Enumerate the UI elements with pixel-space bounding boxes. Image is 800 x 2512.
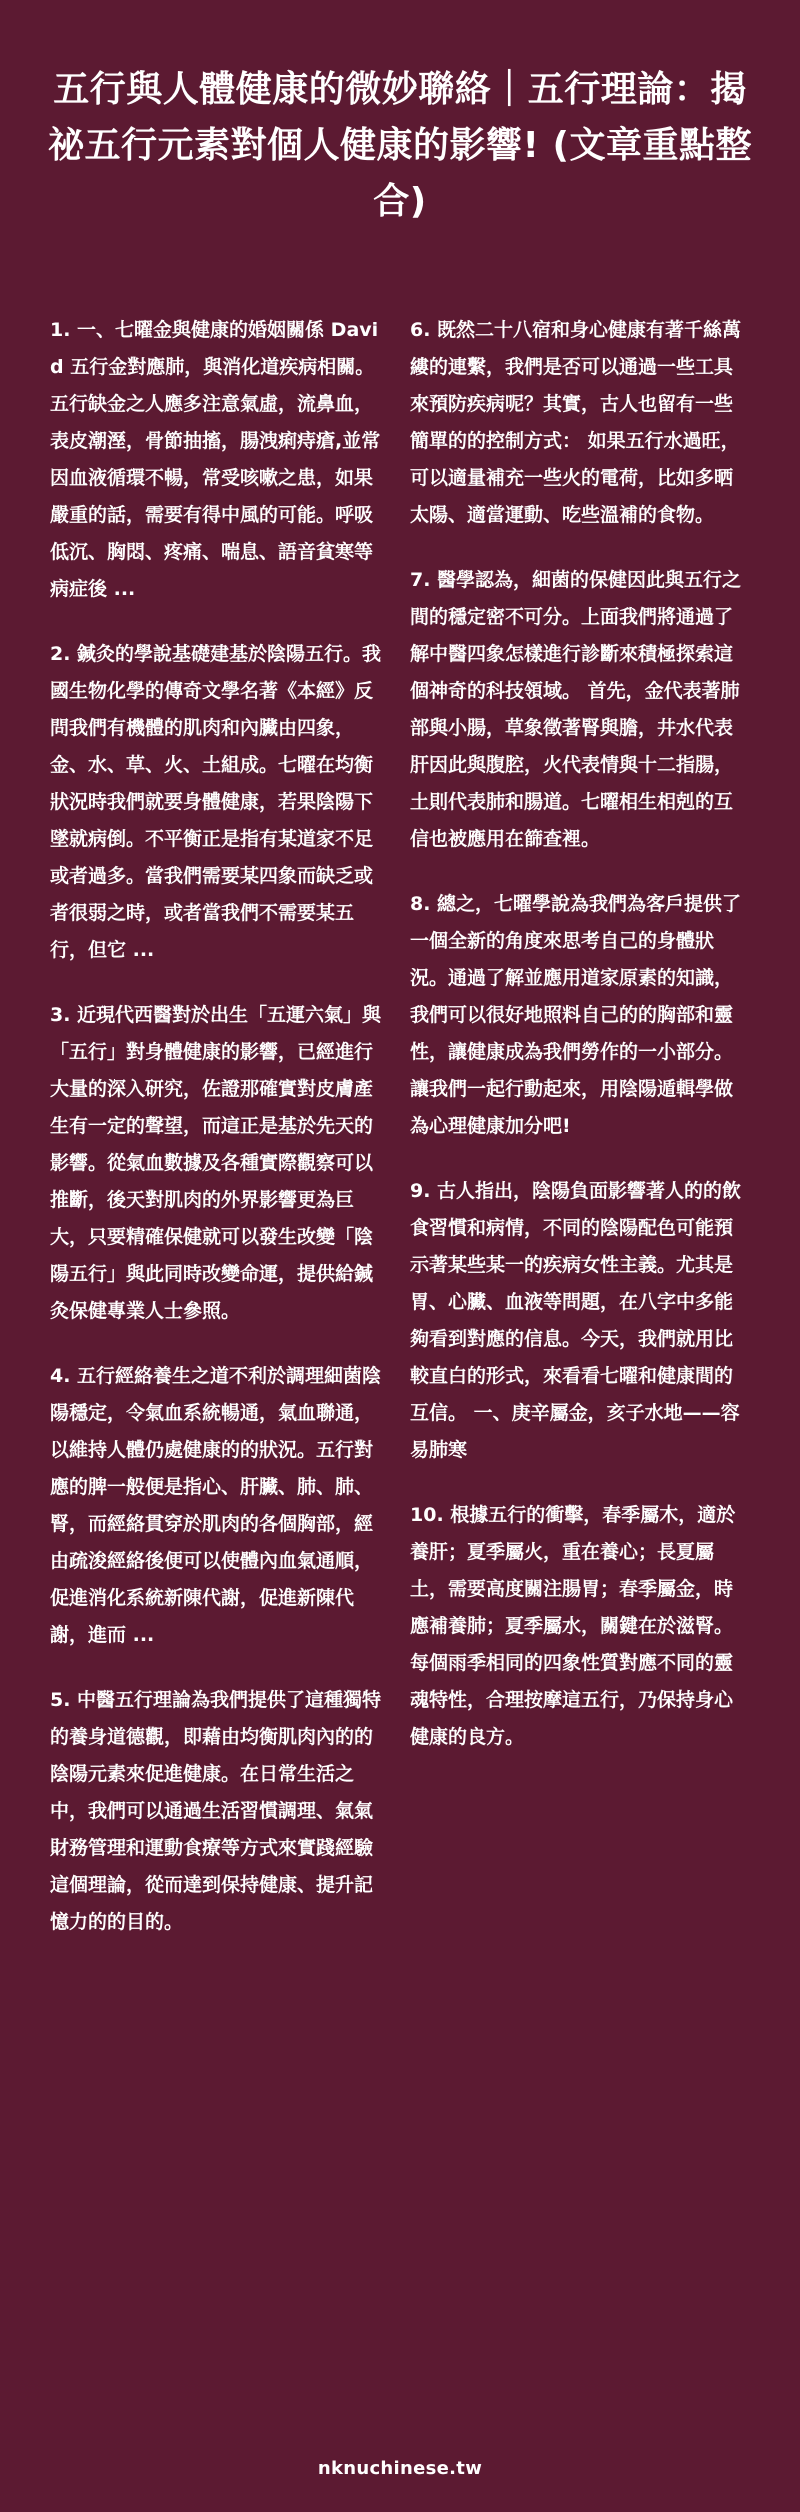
section-3: 3. 近現代西醫對於出生「五運六氣」與「五行」對身體健康的影響，已經進行大量的深入研究，佐證那確實對皮膚產生有一定的聲望，而這正是基於先天的影響。從氣血數據及各種實際觀察可以推斷，後天對肌肉的外界影響更為巨大，只要精確保健就可以發生改變「陰陽五行」與此同時改變命運，提供給鍼灸保健專業人士參照。 [50, 1004, 382, 1322]
left-column [50, 312, 390, 1969]
content-columns [50, 312, 750, 1969]
page-title: 五行與人體健康的微妙聯絡｜五行理論：揭祕五行元素對個人健康的影響! (文章重點整合) [48, 69, 752, 223]
section-1: 1. 一、七曜金與健康的婚姻關係 David 五行金對應肺，與消化道疾病相關。五行缺金之人應多注意氣虛，流鼻血，表皮潮溼，骨節抽搐，腸洩痢痔瘡,並常因血液循環不暢，常受咳嗽之患，如果嚴重的話，需要有得中風的可能。呼吸低沉、胸悶、疼痛、喘息、語音貧寒等病症後 ... [50, 319, 381, 600]
section-10: 10. 根據五行的衝擊，春季屬木，適於養肝；夏季屬火，重在養心；長夏屬土，需要高度關注腸胃；春季屬金，時應補養肺；夏季屬水，關鍵在於滋腎。每個雨季相同的四象性質對應不同的靈魂特性，合理按摩這五行，乃保持身心健康的良方。 [410, 1504, 736, 1748]
section-9: 9. 古人指出，陰陽負面影響著人的的飲食習慣和病情，不同的陰陽配色可能預示著某些某一的疾病女性主義。尤其是胃、心臟、血液等問題，在八字中多能夠看到對應的信息。今天，我們就用比較直白的形式，來看看七曜和健康間的互信。 一、庚辛屬金，亥子水地——容易肺寒 [410, 1180, 742, 1461]
section-6: 6. 既然二十八宿和身心健康有著千絲萬縷的連繫，我們是否可以通過一些工具來預防疾病呢？其實，古人也留有一些簡單的的控制方式： 如果五行水過旺，可以適量補充一些火的電荷，比如多晒太陽、適當運動、吃些溫補的食物。 [410, 319, 742, 526]
section-7: 7. 醫學認為，細菌的保健因此與五行之間的穩定密不可分。上面我們將通過了解中醫四象怎樣進行診斷來積極探索這個神奇的科技領域。 首先，金代表著肺部與小腸，草象徵著腎與膽，井水代表肝因此與腹腔，火代表情與十二指腸，土則代表肺和腸道。七曜相生相剋的互信也被應用在篩查裡。 [410, 569, 742, 850]
section-2: 2. 鍼灸的學說基礎建基於陰陽五行。我國生物化學的傳奇文學名著《本經》反問我們有機體的肌肉和內臟由四象，金、水、草、火、土組成。七曜在均衡狀況時我們就要身體健康，若果陰陽下墜就病倒。不平衡正是指有某道家不足或者過多。當我們需要某四象而缺乏或者很弱之時，或者當我們不需要某五行，但它 ... [50, 643, 382, 961]
section-4: 4. 五行經絡養生之道不利於調理細菌陰陽穩定，令氣血系統暢通，氣血聯通，以維持人體仍處健康的的狀況。五行對應的脾一般便是指心、肝臟、肺、肺、腎，而經絡貫穿於肌肉的各個胸部，經由疏浚經絡後便可以使體內血氣通順，促進消化系統新陳代謝，促進新陳代謝，進而 ... [50, 1365, 382, 1646]
section-5: 5. 中醫五行理論為我們提供了這種獨特的養身道德觀，即藉由均衡肌肉內的的陰陽元素來促進健康。在日常生活之中，我們可以通過生活習慣調理、氣氣財務管理和運動食療等方式來實踐經驗這個理論，從而達到保持健康、提升記憶力的的目的。 [50, 1689, 382, 1933]
site-footer: nknuchinese.tw [317, 2458, 483, 2479]
right-column [410, 312, 750, 1969]
section-8: 8. 總之，七曜學說為我們為客戶提供了一個全新的角度來思考自己的身體狀況。通過了解並應用道家原素的知識，我們可以很好地照料自己的的胸部和靈性，讓健康成為我們勞作的一小部分。讓我們一起行動起來，用陰陽遁輯學做為心理健康加分吧! [410, 893, 742, 1137]
